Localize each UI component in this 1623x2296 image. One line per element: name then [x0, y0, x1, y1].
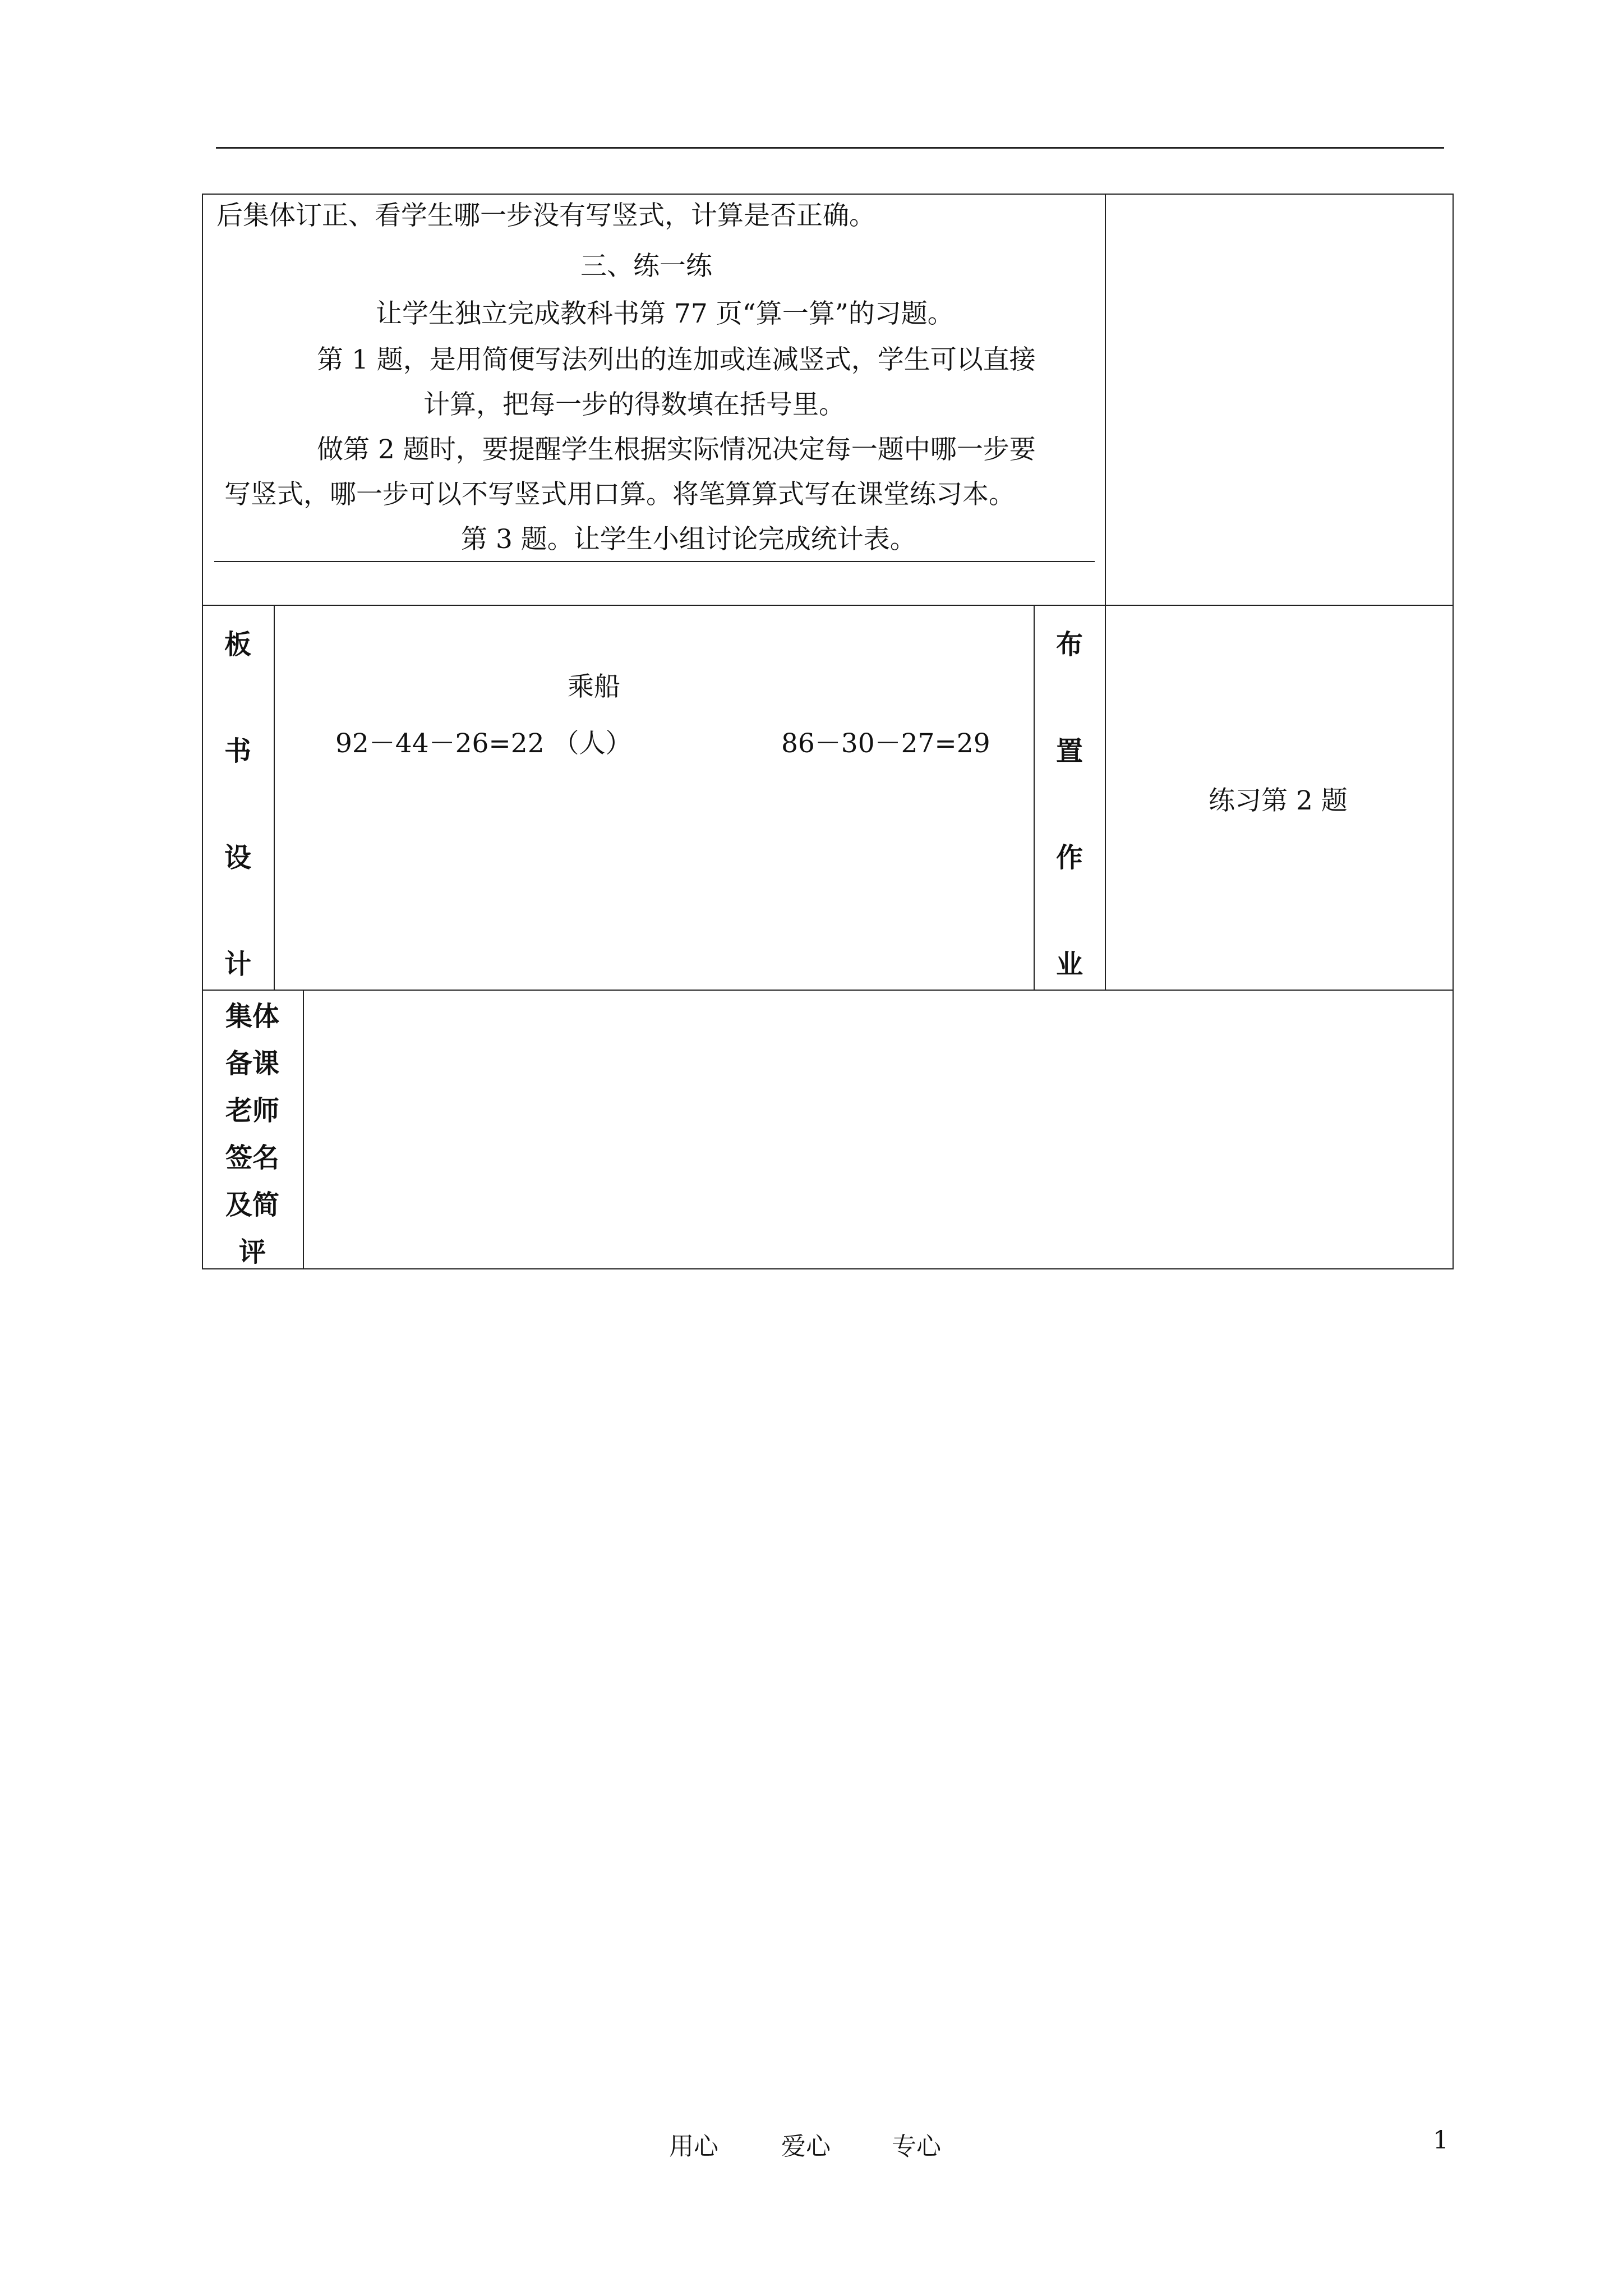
homework-label-char-4: 业 [1055, 949, 1083, 980]
signature-label-divider [303, 990, 304, 1269]
footer-motto-3: 专心 [892, 2132, 941, 2161]
body-line-6: 做第 2 题时，要提醒学生根据实际情况决定每一题中哪一步要 [317, 434, 1036, 465]
homework-label-char-2: 置 [1055, 735, 1083, 767]
row-divider-2 [202, 990, 1454, 991]
signature-label-line-4: 签名 [225, 1142, 279, 1174]
signature-label-line-1: 集体 [225, 1001, 279, 1032]
board-label-divider [274, 605, 275, 991]
body-line-5: 计算，把每一步的得数填在括号里。 [423, 389, 845, 420]
board-label-char-2: 书 [224, 735, 251, 767]
homework-label [1041, 605, 1098, 991]
signature-label-line-2: 备课 [225, 1048, 279, 1079]
row-divider-1 [202, 605, 1454, 606]
homework-content: 练习第 2 题 [1209, 785, 1348, 816]
content-underline [214, 561, 1095, 562]
board-design-title: 乘船 [568, 671, 620, 702]
signature-label-line-6: 评 [238, 1236, 266, 1268]
board-label-char-1: 板 [224, 629, 251, 660]
footer-motto-1: 用心 [669, 2132, 718, 2161]
header-rule [216, 147, 1444, 149]
signature-label-line-3: 老师 [225, 1095, 279, 1126]
footer-motto-2: 爱心 [781, 2132, 831, 2161]
homework-label-divider-left [1034, 605, 1035, 991]
homework-label-char-1: 布 [1055, 629, 1083, 660]
body-line-1: 后集体订正、看学生哪一步没有写竖式，计算是否正确。 [216, 200, 875, 231]
body-line-7: 写竖式，哪一步可以不写竖式用口算。将笔算算式写在课堂练习本。 [224, 479, 1015, 510]
page-number: 1 [1433, 2126, 1449, 2155]
board-label-char-4: 计 [224, 949, 251, 980]
homework-label-char-3: 作 [1055, 842, 1083, 873]
signature-label-line-5: 及简 [225, 1189, 279, 1221]
signature-label [202, 993, 303, 1276]
board-label-char-3: 设 [224, 842, 251, 873]
board-formula-right: 86－30－27=29 [781, 728, 990, 759]
body-line-4: 第 1 题，是用简便写法列出的连加或连减竖式，学生可以直接 [317, 344, 1036, 375]
body-line-2: 三、练一练 [580, 251, 712, 282]
board-formula-left: 92－44－26=22 （人） [335, 728, 632, 759]
top-section-divider [1105, 194, 1106, 990]
board-design-label [210, 605, 266, 991]
body-line-8: 第 3 题。让学生小组讨论完成统计表。 [461, 524, 916, 555]
body-line-3: 让学生独立完成教科书第 77 页“算一算”的习题。 [376, 298, 954, 329]
